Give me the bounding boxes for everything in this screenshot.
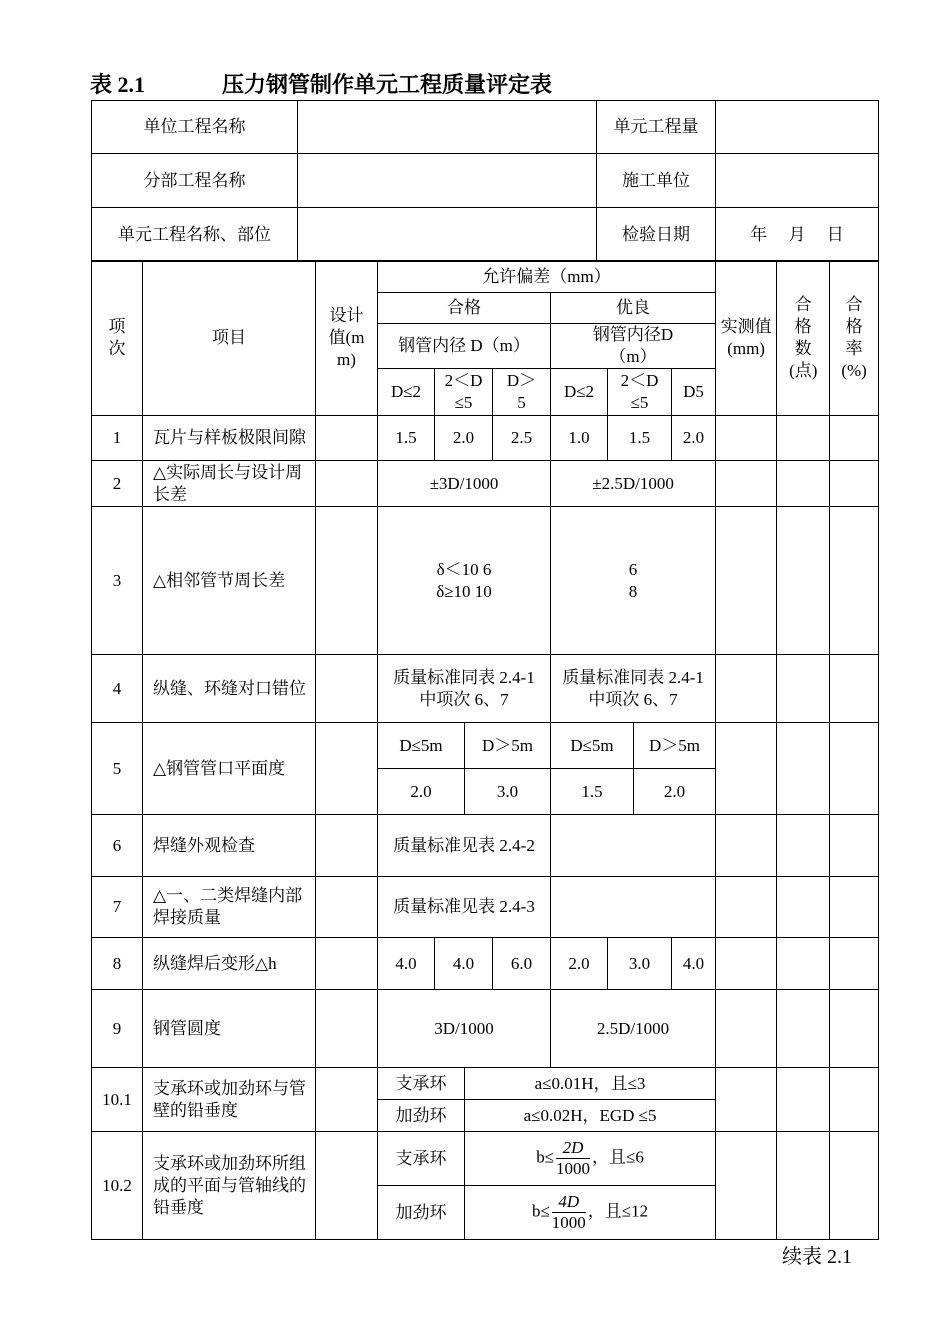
table-row bbox=[92, 990, 879, 1068]
design-value[interactable] bbox=[316, 938, 378, 990]
element-value[interactable] bbox=[298, 208, 597, 262]
row-item: △实际周长与设计周长差 bbox=[143, 461, 316, 507]
pass-d-large-value: 3.0 bbox=[465, 769, 551, 815]
excellent-line-1: 6 bbox=[628, 559, 638, 579]
excellent-standard bbox=[551, 815, 716, 877]
row-item: 瓦片与样板极限间隙 bbox=[143, 416, 316, 461]
col-tolerance: 允许偏差（mm） bbox=[378, 261, 716, 293]
pass-rate-value[interactable] bbox=[830, 877, 879, 938]
pass-rate-value[interactable] bbox=[830, 1068, 879, 1132]
measured-value[interactable] bbox=[716, 723, 777, 815]
element-label: 单元工程名称、部位 bbox=[92, 208, 298, 262]
pass-count-value[interactable] bbox=[777, 655, 830, 723]
stiffener-ring-label: 加劲环 bbox=[378, 1186, 465, 1240]
excellent-d2-value: 3.0 bbox=[608, 938, 672, 990]
row-seq: 8 bbox=[92, 938, 143, 990]
pass-count-value[interactable] bbox=[777, 815, 830, 877]
pass-rate-value[interactable] bbox=[830, 461, 879, 507]
row-item: 钢管圆度 bbox=[143, 990, 316, 1068]
pass-d2-value: 2.0 bbox=[435, 416, 493, 461]
pass-rate-value[interactable] bbox=[830, 1132, 879, 1240]
pass-line-2: δ≥10 10 bbox=[436, 581, 492, 601]
pass-d1-value: 1.5 bbox=[378, 416, 435, 461]
row-item: 支承环或加劲环与管壁的铅垂度 bbox=[143, 1068, 316, 1132]
unit-project-value[interactable] bbox=[298, 101, 597, 154]
pass-count-value[interactable] bbox=[777, 938, 830, 990]
division-value[interactable] bbox=[298, 154, 597, 208]
formula-tail: ，且≤6 bbox=[592, 1147, 644, 1167]
row-item: 纵缝焊后变形△h bbox=[143, 938, 316, 990]
pass-d2-value: 4.0 bbox=[435, 938, 493, 990]
col-pass-d2: 2＜D≤5 bbox=[435, 369, 493, 416]
pass-rate-value[interactable] bbox=[830, 990, 879, 1068]
col-excellent-d3: D5 bbox=[672, 369, 716, 416]
row-seq: 1 bbox=[92, 416, 143, 461]
row-seq: 3 bbox=[92, 507, 143, 655]
stiffener-ring-standard: a≤0.02H，EGD ≤5 bbox=[465, 1100, 716, 1132]
excellent-line-2: 8 bbox=[628, 581, 638, 601]
pass-count-value[interactable] bbox=[777, 1132, 830, 1240]
measured-value[interactable] bbox=[716, 815, 777, 877]
row-seq: 10.1 bbox=[92, 1068, 143, 1132]
pass-rate-value[interactable] bbox=[830, 416, 879, 461]
formula-tail: ，且≤12 bbox=[587, 1201, 649, 1221]
formula-prefix: b≤ bbox=[536, 1147, 555, 1167]
col-design: 设计值(mm) bbox=[316, 261, 378, 416]
support-ring-standard bbox=[465, 1132, 716, 1186]
col-item: 项目 bbox=[143, 261, 316, 416]
table-row bbox=[92, 507, 879, 655]
excellent-standard bbox=[551, 877, 716, 938]
excellent-d-small-header: D≤5m bbox=[551, 723, 634, 769]
table-row bbox=[92, 815, 879, 877]
contractor-label: 施工单位 bbox=[597, 154, 716, 208]
col-excellent-diameter: 钢管内径D（m） bbox=[551, 324, 716, 369]
excellent-standard: 2.5D/1000 bbox=[551, 990, 716, 1068]
contractor-value[interactable] bbox=[716, 154, 879, 208]
fraction bbox=[552, 1192, 586, 1233]
pass-count-value[interactable] bbox=[777, 461, 830, 507]
row-item: 焊缝外观检查 bbox=[143, 815, 316, 877]
measured-value[interactable] bbox=[716, 461, 777, 507]
fraction-denominator: 1000 bbox=[556, 1159, 591, 1178]
col-pass-d3: D＞5 bbox=[493, 369, 551, 416]
design-value[interactable] bbox=[316, 1132, 378, 1240]
info-table bbox=[91, 100, 879, 262]
col-excellent-d2: 2＜D≤5 bbox=[608, 369, 672, 416]
table-row bbox=[92, 723, 879, 769]
stiffener-ring-standard bbox=[465, 1186, 716, 1240]
unit-project-label: 单位工程名称 bbox=[92, 101, 298, 154]
col-pass-d1: D≤2 bbox=[378, 369, 435, 416]
pass-count-value[interactable] bbox=[777, 1068, 830, 1132]
pass-d3-value: 2.5 bbox=[493, 416, 551, 461]
table-row bbox=[92, 877, 879, 938]
stiffener-ring-label: 加劲环 bbox=[378, 1100, 465, 1132]
pass-d-large-header: D＞5m bbox=[465, 723, 551, 769]
row-item: 支承环或加劲环所组成的平面与管轴线的铅垂度 bbox=[143, 1132, 316, 1240]
fraction-denominator: 1000 bbox=[551, 1213, 586, 1232]
col-excellent: 优良 bbox=[551, 293, 716, 324]
pass-count-value[interactable] bbox=[777, 416, 830, 461]
excellent-d3-value: 4.0 bbox=[672, 938, 716, 990]
unit-quantity-value[interactable] bbox=[716, 101, 879, 154]
pass-d-small-header: D≤5m bbox=[378, 723, 465, 769]
design-value[interactable] bbox=[316, 815, 378, 877]
row-seq: 10.2 bbox=[92, 1132, 143, 1240]
pass-d3-value: 6.0 bbox=[493, 938, 551, 990]
design-value[interactable] bbox=[316, 877, 378, 938]
row-seq: 2 bbox=[92, 461, 143, 507]
fraction-numerator: 2D bbox=[556, 1138, 590, 1159]
pass-standard: 质量标准见表 2.4-3 bbox=[378, 877, 551, 938]
row-item: 纵缝、环缝对口错位 bbox=[143, 655, 316, 723]
col-seq: 项次 bbox=[92, 261, 143, 416]
design-value[interactable] bbox=[316, 416, 378, 461]
row-seq: 9 bbox=[92, 990, 143, 1068]
excellent-d1-value: 2.0 bbox=[551, 938, 608, 990]
formula-prefix: b≤ bbox=[531, 1201, 550, 1221]
measured-value[interactable] bbox=[716, 416, 777, 461]
design-value[interactable] bbox=[316, 723, 378, 815]
pass-count-value[interactable] bbox=[777, 877, 830, 938]
table-row bbox=[92, 461, 879, 507]
pass-standard: 质量标准见表 2.4-2 bbox=[378, 815, 551, 877]
measured-value[interactable] bbox=[716, 877, 777, 938]
inspect-date-value[interactable]: 年 月 日 bbox=[716, 208, 879, 262]
pass-standard: 质量标准同表 2.4-1 中项次 6、7 bbox=[378, 655, 551, 723]
measured-value[interactable] bbox=[716, 938, 777, 990]
inspect-date-label: 检验日期 bbox=[597, 208, 716, 262]
row-item: △一、二类焊缝内部焊接质量 bbox=[143, 877, 316, 938]
row-seq: 4 bbox=[92, 655, 143, 723]
page-title bbox=[90, 68, 552, 99]
row-item: △相邻管节周长差 bbox=[143, 507, 316, 655]
excellent-standard: 质量标准同表 2.4-1 中项次 6、7 bbox=[551, 655, 716, 723]
pass-standard bbox=[378, 507, 551, 655]
pass-rate-value[interactable] bbox=[830, 655, 879, 723]
row-item: △钢管管口平面度 bbox=[143, 723, 316, 815]
excellent-d3-value: 2.0 bbox=[672, 416, 716, 461]
pass-count-value[interactable] bbox=[777, 990, 830, 1068]
pass-line-1: δ＜10 6 bbox=[436, 559, 492, 579]
excellent-standard bbox=[551, 507, 716, 655]
measured-value[interactable] bbox=[716, 507, 777, 655]
table-row bbox=[92, 416, 879, 461]
col-excellent-d1: D≤2 bbox=[551, 369, 608, 416]
pass-standard: 3D/1000 bbox=[378, 990, 551, 1068]
table-number: 表 2.1 bbox=[90, 72, 146, 97]
excellent-d2-value: 1.5 bbox=[608, 416, 672, 461]
pass-d-small-value: 2.0 bbox=[378, 769, 465, 815]
row-seq: 6 bbox=[92, 815, 143, 877]
table-row bbox=[92, 1132, 879, 1186]
excellent-d-small-value: 1.5 bbox=[551, 769, 634, 815]
division-label: 分部工程名称 bbox=[92, 154, 298, 208]
pass-rate-value[interactable] bbox=[830, 938, 879, 990]
pass-count-value[interactable] bbox=[777, 507, 830, 655]
support-ring-standard: a≤0.01H，且≤3 bbox=[465, 1068, 716, 1100]
excellent-standard: ±2.5D/1000 bbox=[551, 461, 716, 507]
pass-rate-value[interactable] bbox=[830, 815, 879, 877]
excellent-d-large-header: D＞5m bbox=[634, 723, 716, 769]
design-value[interactable] bbox=[316, 655, 378, 723]
design-value[interactable] bbox=[316, 507, 378, 655]
table-row bbox=[92, 655, 879, 723]
row-seq: 5 bbox=[92, 723, 143, 815]
col-pass: 合格 bbox=[378, 293, 551, 324]
support-ring-label: 支承环 bbox=[378, 1132, 465, 1186]
excellent-d1-value: 1.0 bbox=[551, 416, 608, 461]
design-value[interactable] bbox=[316, 1068, 378, 1132]
design-value[interactable] bbox=[316, 461, 378, 507]
row-seq: 7 bbox=[92, 877, 143, 938]
pass-standard: ±3D/1000 bbox=[378, 461, 551, 507]
continued-label: 续表 2.1 bbox=[782, 1246, 852, 1268]
table-title: 压力钢管制作单元工程质量评定表 bbox=[222, 72, 553, 97]
pass-d1-value: 4.0 bbox=[378, 938, 435, 990]
fraction bbox=[556, 1138, 590, 1179]
fraction-numerator: 4D bbox=[552, 1192, 586, 1213]
pass-rate-value[interactable] bbox=[830, 723, 879, 815]
measured-value[interactable] bbox=[716, 655, 777, 723]
design-value[interactable] bbox=[316, 990, 378, 1068]
pass-rate-value[interactable] bbox=[830, 507, 879, 655]
quality-table bbox=[91, 260, 879, 1240]
excellent-d-large-value: 2.0 bbox=[634, 769, 716, 815]
support-ring-label: 支承环 bbox=[378, 1068, 465, 1100]
table-row bbox=[92, 938, 879, 990]
measured-value[interactable] bbox=[716, 1068, 777, 1132]
col-pass-count: 合格数(点) bbox=[777, 261, 830, 416]
measured-value[interactable] bbox=[716, 990, 777, 1068]
col-pass-rate: 合格率(%) bbox=[830, 261, 879, 416]
pass-count-value[interactable] bbox=[777, 723, 830, 815]
unit-quantity-label: 单元工程量 bbox=[597, 101, 716, 154]
table-row bbox=[92, 1068, 879, 1100]
col-measured: 实测值(mm) bbox=[716, 261, 777, 416]
col-pass-diameter: 钢管内径 D（m） bbox=[378, 324, 551, 369]
measured-value[interactable] bbox=[716, 1132, 777, 1240]
